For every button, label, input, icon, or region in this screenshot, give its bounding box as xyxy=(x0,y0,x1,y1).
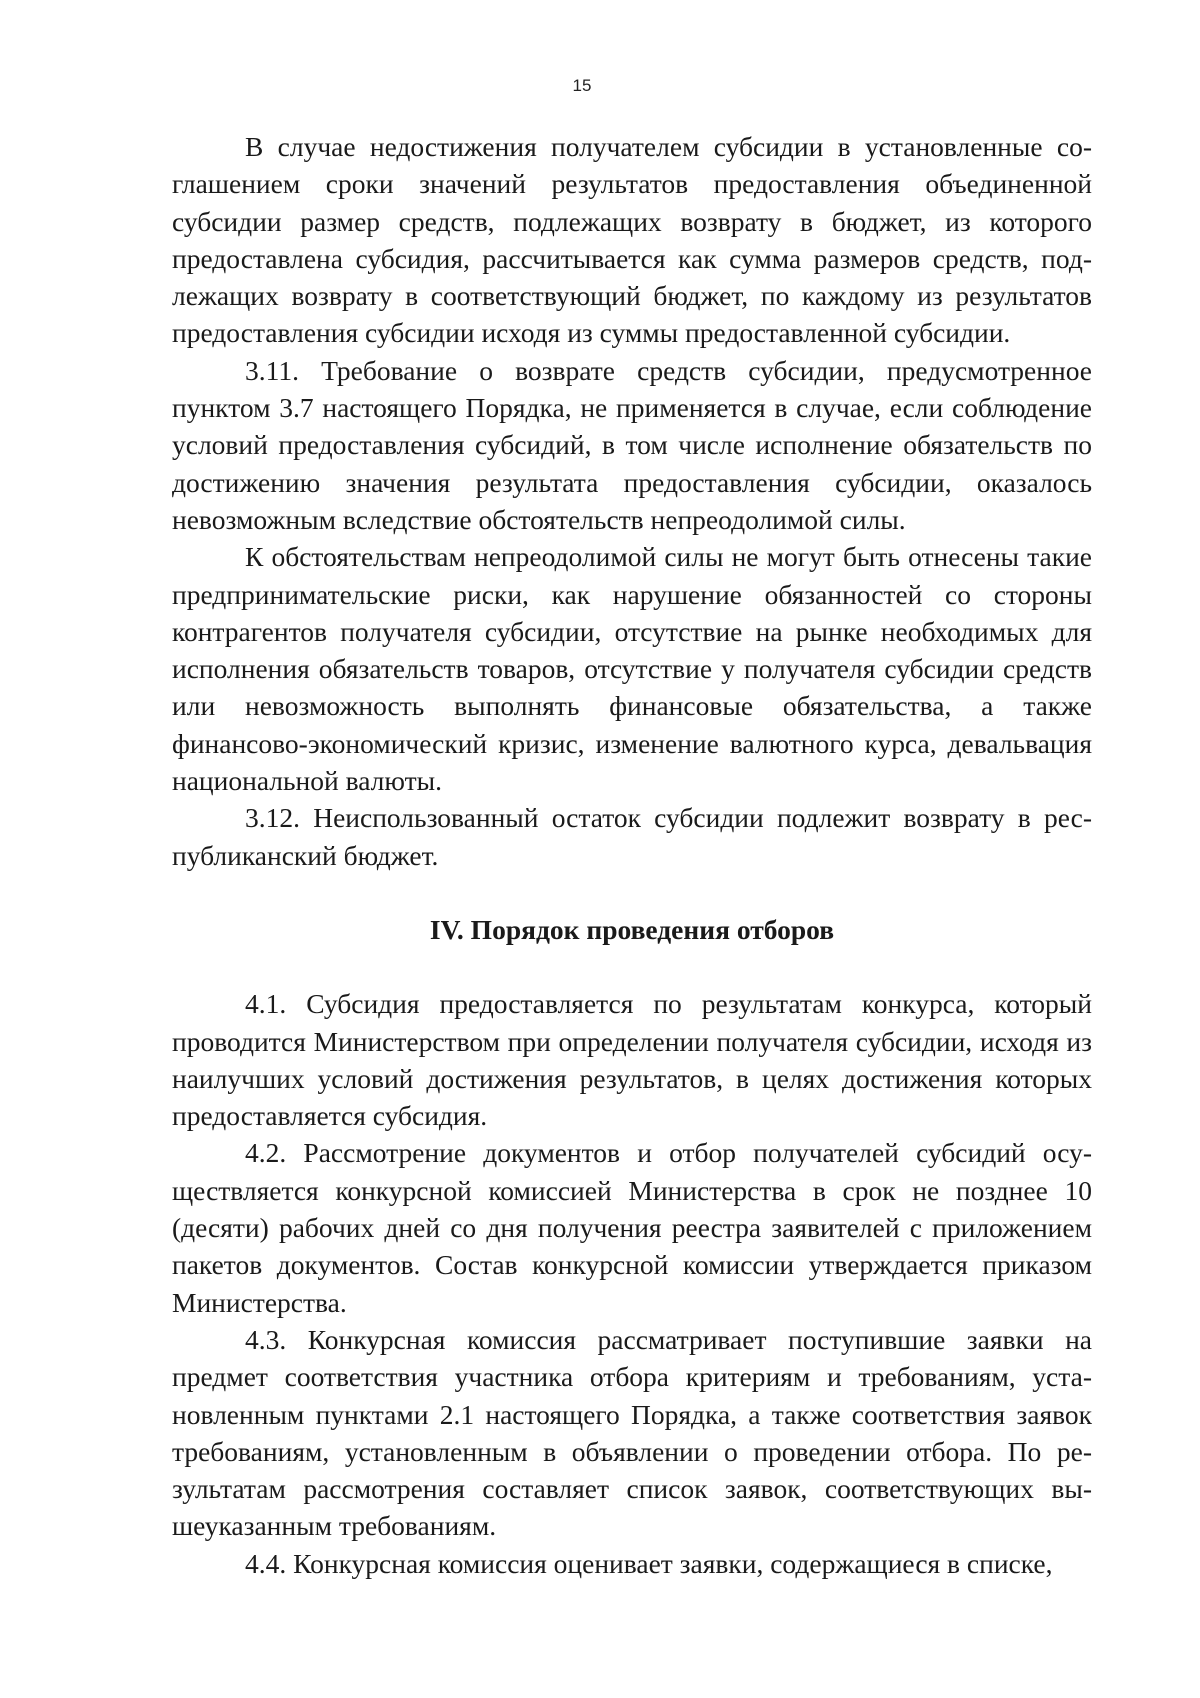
paragraph-force-majeure: К обстоятельствам непреодолимой силы не могут быть отнесены такие предпринимательские риски, как нарушение обязанностей со стороны контрагентов получателя субсидии, отсутствие на рынке необходимых для исполнения обязательств товаров, отсутствие у получателя субсидии средств или невозможность выполнять финансовые обязательства, а также финансово-экономический кризис, изменение валютного курса, девальвация национальной валюты. xyxy=(172,541,1092,797)
paragraph-4-1: 4.1. Субсидия предоставляется по результатам конкурса, который проводится Министерством при определении получателя субсидии, исходя из наилучших условий достижения результатов, в целях достижения которых предоставляется субсидия. xyxy=(172,988,1092,1132)
paragraph-4-2: 4.2. Рассмотрение документов и отбор получателей субсидий осуществляется конкурсной комиссией Министерства в срок не позднее 10 (десяти) рабочих дней со дня получения реестра заявителей с приложением пакетов документов. Состав конкурсной комиссии утверждается приказом Министерства. xyxy=(172,1137,1092,1318)
paragraph-4-3: 4.3. Конкурсная комиссия рассматривает поступившие заявки на предмет соответствия участника отбора критериям и требованиям, установленным пунктами 2.1 настоящего Порядка, а также соответствия заявок требованиям, установленным в объявлении о проведении отбора. По результатам рассмотрения составляет список заявок, соответствующих вышеуказанным требованиям. xyxy=(172,1323,1092,1542)
paragraph-4-4: 4.4. Конкурсная комиссия оценивает заявки, содержащиеся в списке, xyxy=(245,1547,1053,1579)
paragraph-return-calculation: В случае недостижения получателем субсидии в установленные соглашением сроки значений результатов предоставления объединенной субсидии размер средств, подлежащих возврату в бюджет, из которого предоставлена субсидия, рассчитывается как сумма размеров средств, подлежащих возврату в соответствующий бюджет, по каждому из результатов предоставления субсидии исходя из суммы предоставленной субсидии. xyxy=(172,131,1092,349)
paragraph-3-12: 3.12. Неиспользованный остаток субсидии подлежит возврату в республиканский бюджет. xyxy=(172,802,1092,871)
paragraph-3-11: 3.11. Требование о возврате средств субсидии, предусмотренное пунктом 3.7 настоящего Порядка, не применяется в случае, если соблюдение условий предоставления субсидий, в том числе исполнение обязательств по достижению значения результата предоставления субсидии, оказалось невозможным вследствие обстоятельств непреодолимой силы. xyxy=(172,354,1092,535)
section-heading: IV. Порядок проведения отборов xyxy=(429,913,835,945)
page-number: 15 xyxy=(572,76,592,95)
document-body xyxy=(172,128,1092,1582)
